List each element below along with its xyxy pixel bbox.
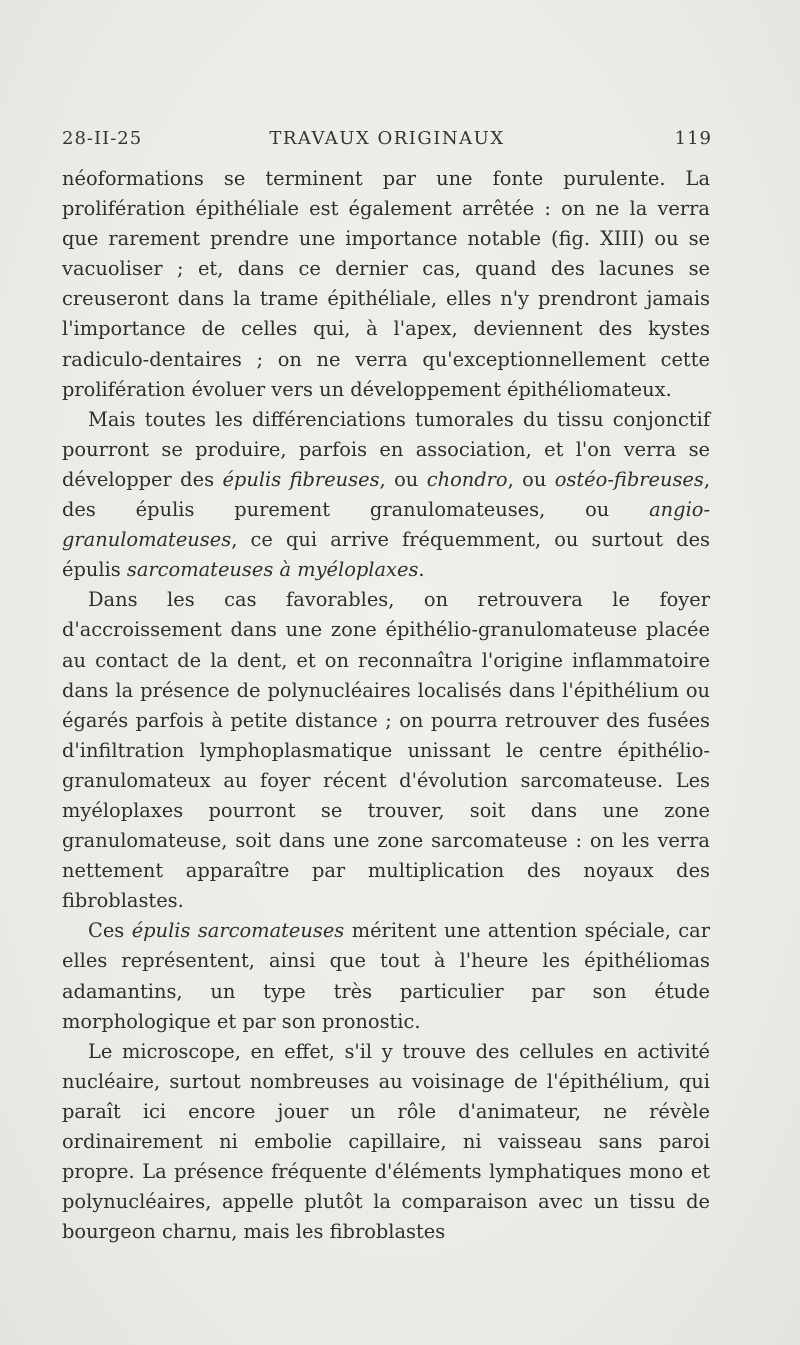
paragraph-1 [62, 164, 710, 405]
running-head [62, 128, 712, 154]
paragraph-2 [62, 405, 710, 586]
text-segment: , des épulis purement granulomateuses, ou [62, 467, 711, 522]
text-segment: Ces [88, 919, 132, 943]
paragraph-5 [62, 1037, 710, 1248]
text-segment: . [418, 558, 425, 582]
header-date: 28-II-25 [62, 128, 143, 149]
page-number: 119 [674, 128, 712, 149]
italic-term: épulis fibreuses [222, 467, 380, 491]
text-segment: méritent une attention spéciale, car elles représentent, ainsi que tout à l'heure les épithéliomas adamantins, un type très particulier par son étude morphologique et par son pronostic. [62, 919, 710, 1033]
text-segment: Mais toutes les différenciations tumorales du tissu conjonctif pourront se produire, parfois en association, et l'on verra se développer des [62, 407, 710, 491]
italic-term: chondro [426, 467, 508, 491]
text-segment: , ou [507, 467, 555, 491]
text-segment: Le microscope, en effet, s'il y trouve des cellules en activité nucléaire, surtout nombreuses au voisinage de l'épithélium, qui paraît ici encore jouer un rôle d'animateur, ne révèle ordinairement ni embolie capillaire, ni vaisseau sans paroi propre. La présence fréquente d'éléments lymphatiques mono et polynucléaires, appelle plutôt la comparaison avec un tissu de bourgeon charnu, mais les fibroblastes [62, 1039, 710, 1244]
italic-term: sarcomateuses à myéloplaxes [126, 558, 419, 582]
italic-term: ostéo-fibreuses [554, 467, 704, 491]
text-segment: Dans les cas favorables, on retrouvera le foyer d'accroissement dans une zone épithélio-granulomateuse placée au contact de la dent, et on reconnaîtra l'origine inflammatoire dans la présence de polynucléaires localisés dans l'épithélium ou égarés parfois à petite distance ; on pourra retrouver des fusées d'infiltration lymphoplasmatique unissant le centre épithélio-granulomateux au foyer récent d'évolution sarcomateuse. Les myéloplaxes pourront se trouver, soit dans une zone granulomateuse, soit dans une zone sarcomateuse : on les verra nettement apparaître par multiplication des noyaux des fibroblastes. [62, 588, 710, 913]
italic-term: angio-granulomateuses [62, 498, 710, 552]
text-segment: néoformations se terminent par une fonte purulente. La prolifération épithéliale est également arrêtée : on ne la verra que rarement prendre une importance notable (fig. XIII) ou se vacuoliser ; et, dans ce dernier cas, quand des lacunes se creuseront dans la trame épithéliale, elles n'y prendront jamais l'importance de celles qui, à l'apex, deviennent des kystes radiculo-dentaires ; on ne verra qu'exceptionnellement cette prolifération évoluer vers un développement épithéliomateux. [62, 167, 710, 401]
header-title: TRAVAUX ORIGINAUX [269, 128, 505, 149]
paragraph-4 [62, 916, 710, 1036]
italic-term: épulis sarcomateuses [131, 919, 345, 943]
body-text [62, 164, 710, 1247]
text-segment: , ou [379, 467, 427, 491]
text-segment: , ce qui arrive fréquemment, ou surtout des épulis [62, 528, 710, 582]
paragraph-3 [62, 585, 710, 916]
